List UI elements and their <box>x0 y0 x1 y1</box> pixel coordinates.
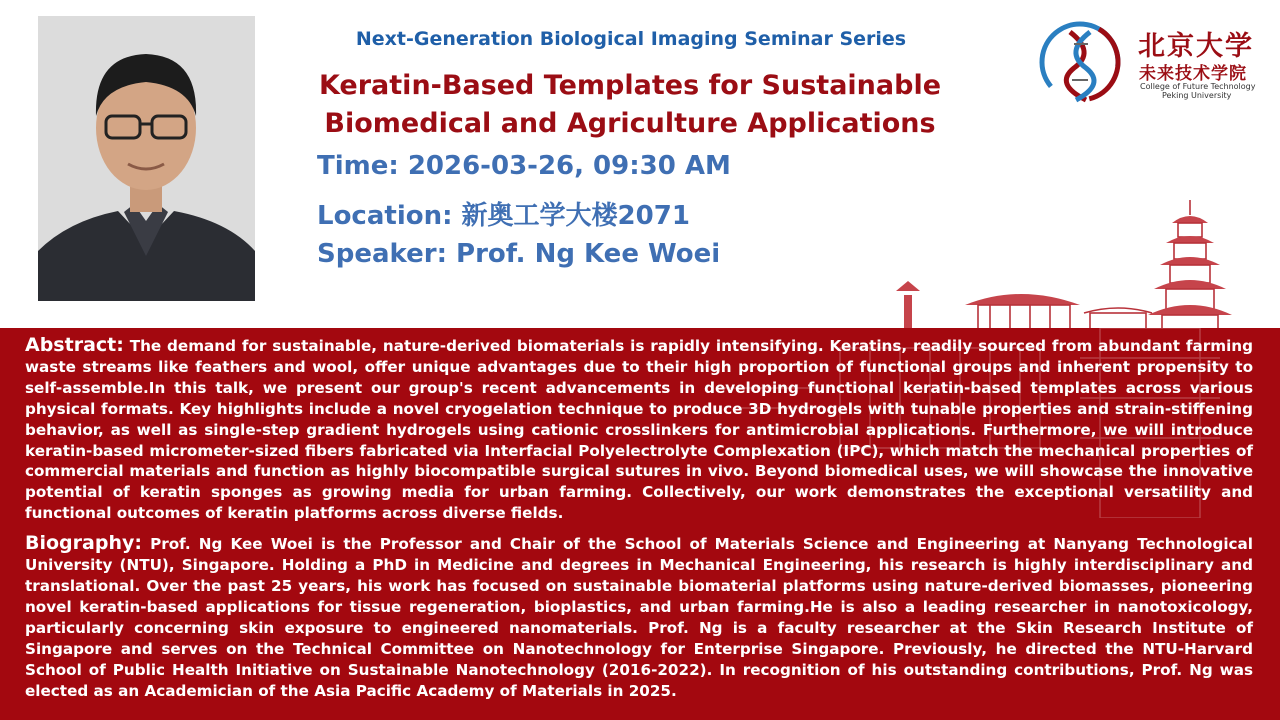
logo-university-en: Peking University <box>1162 91 1232 100</box>
abstract-text: The demand for sustainable, nature-derived biomaterials is rapidly intensifying. Keratins, readily sourced from abundant farming waste streams like feathers and wool, offer unique advantages due to their high proportion of functional groups and inherent propensity to self-assemble.In this talk, we present our group's recent advancements in developing functional keratin-based templates across various physical formats. Key highlights include a novel cryogelation technique to produce 3D hydrogels with tunable properties and strain-stiffening behavior, as well as single-step gradient hydrogels using cationic crosslinkers for antimicrobial applications. Furthermore, we will introduce keratin-based micrometer-sized fibers fabricated via Interfacial Polyelectrolyte Complexation (IPC), which match the mechanical properties of commercial materials and function as highly biocompatible surgical sutures in vivo. Beyond biomedical uses, we will showcase the innovative potential of keratin sponges as growing media for urban farming. Collectively, our work demonstrates the exceptional versatility and functional outcomes of keratin platforms across diverse fields. <box>25 337 1253 523</box>
event-time: Time: 2026-03-26, 09:30 AM <box>317 151 731 181</box>
logo-college-en: College of Future Technology <box>1140 82 1256 91</box>
talk-title-line-2: Biomedical and Agriculture Applications <box>324 108 936 139</box>
speaker-photo <box>38 16 255 301</box>
biography-text: Prof. Ng Kee Woei is the Professor and Chair of the School of Materials Science and Engineering at Nanyang Technological University (NTU), Singapore. Holding a PhD in Medicine and degrees in Mechanical Engineering, his research is highly interdisciplinary and translational. Over the past 25 years, his work has focused on sustainable biomaterial platforms using nature-derived biomasses, pioneering novel keratin-based applications for tissue regeneration, bioplastics, and urban farming.He is also a leading researcher in nanotoxicology, particularly concerning skin exposure to engineered nanomaterials. Prof. Ng is a faculty researcher at the Skin Research Institute of Singapore and serves on the Technical Committee on Nanotechnology for Enterprise Singapore. Previously, he directed the NTU-Harvard School of Public Health Initiative on Sustainable Nanotechnology (2016-2022). In recognition of his outstanding contributions, Prof. Ng was elected as an Academician of the Asia Pacific Academy of Materials in 2025. <box>25 535 1253 700</box>
event-speaker: Speaker: Prof. Ng Kee Woei <box>317 239 721 269</box>
pku-logo <box>1036 18 1266 108</box>
logo-college-cn: 未来技术学院 <box>1139 64 1247 84</box>
architecture-skyline-decoration <box>880 195 1280 330</box>
event-location: Location: 新奥工学大楼2071 <box>317 201 690 231</box>
biography-paragraph <box>25 533 1253 701</box>
panel-text <box>25 335 1253 710</box>
abstract-paragraph <box>25 335 1253 524</box>
talk-title <box>285 67 975 143</box>
abstract-label: Abstract: <box>25 334 124 356</box>
series-title: Next-Generation Biological Imaging Seminar Series <box>355 28 907 50</box>
logo-university-cn: 北京大学 <box>1138 31 1254 62</box>
content-panel <box>0 328 1280 720</box>
biography-label: Biography: <box>25 532 142 555</box>
dna-emblem-icon <box>1036 18 1136 108</box>
talk-title-line-1: Keratin-Based Templates for Sustainable <box>318 70 942 101</box>
